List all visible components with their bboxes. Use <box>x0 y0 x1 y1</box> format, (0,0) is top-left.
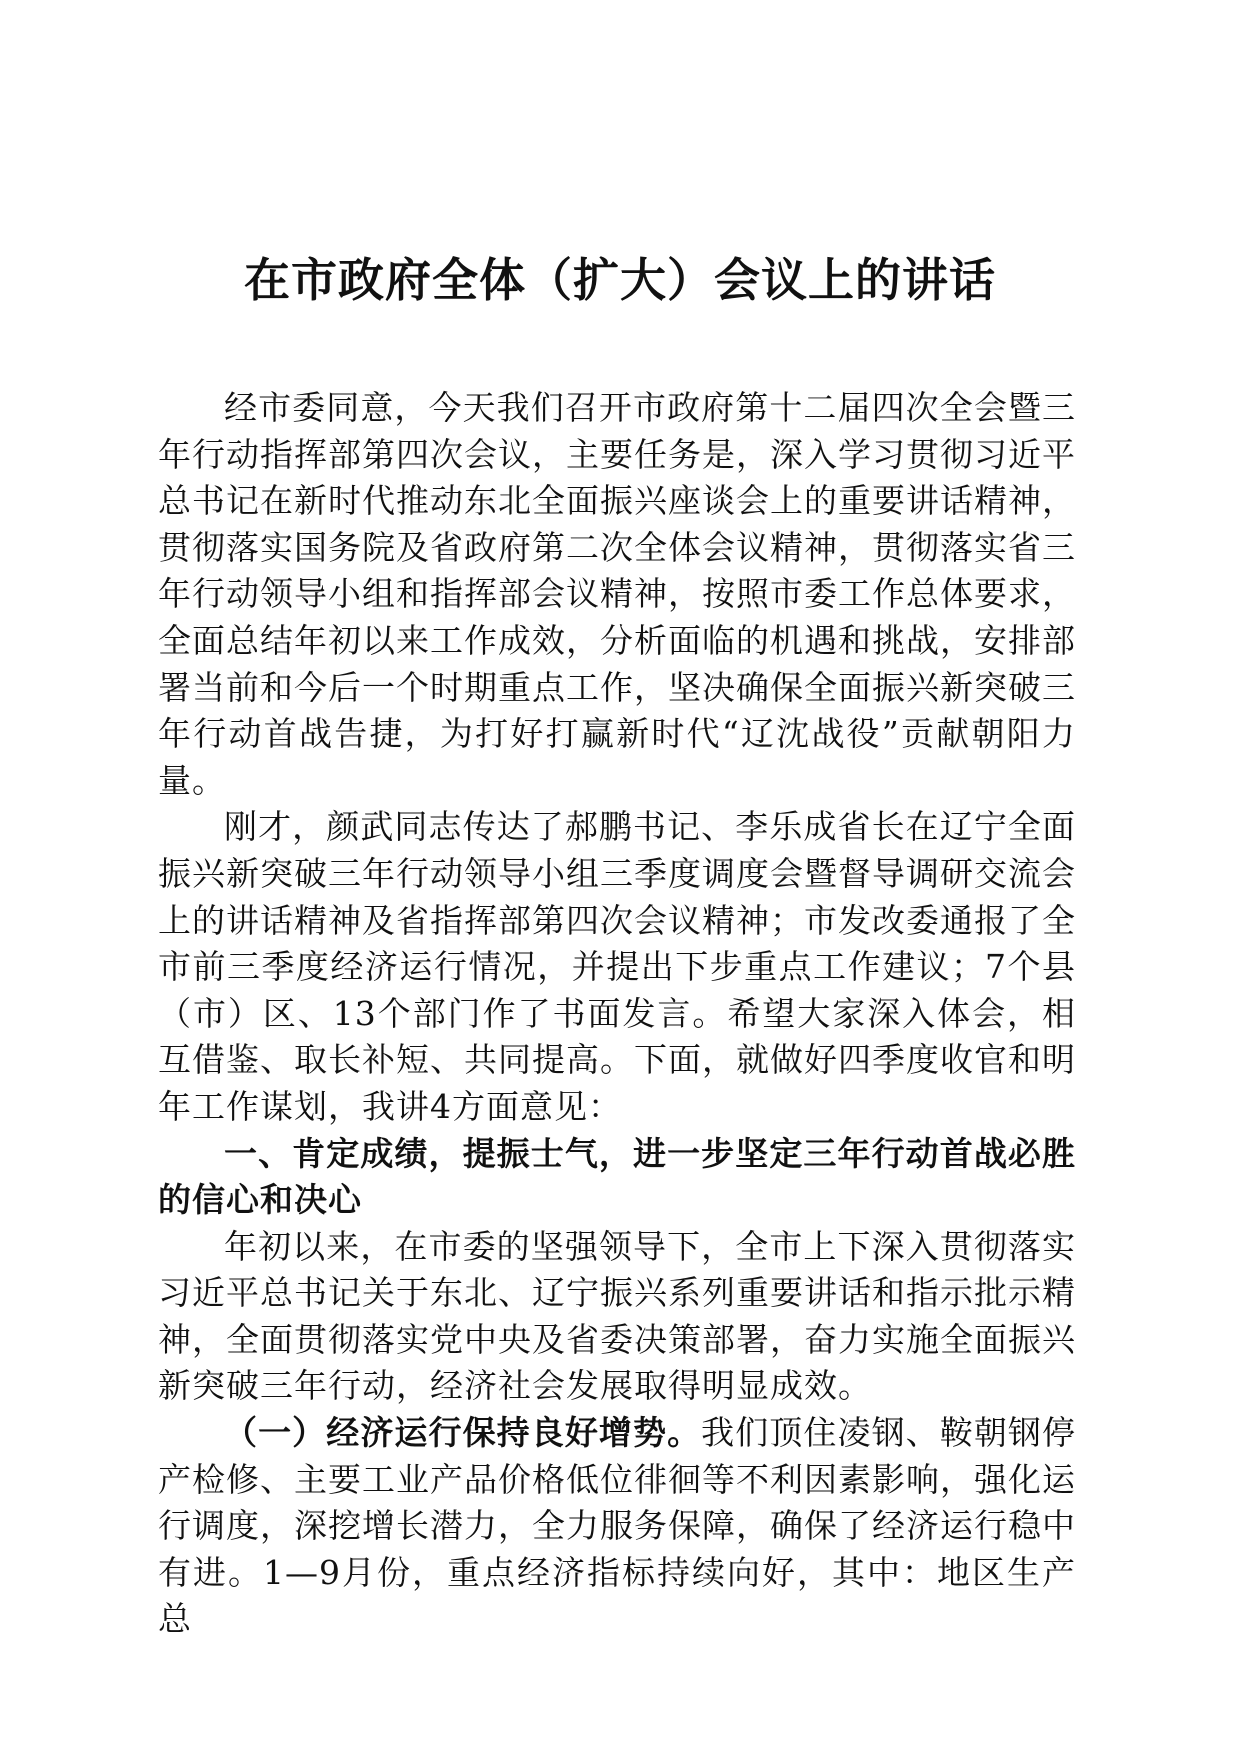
paragraph-intro: 经市委同意，今天我们召开市政府第十二届四次全会暨三年行动指挥部第四次会议，主要任务是，深入学习贯彻习近平总书记在新时代推动东北全面振兴座谈会上的重要讲话精神，贯彻落实国务院及省政府第二次全体会议精神，贯彻落实省三年行动领导小组和指挥部会议精神，按照市委工作总体要求，全面总结年初以来工作成效，分析面临的机遇和挑战，安排部署当前和今后一个时期重点工作，坚决确保全面振兴新突破三年行动首战告捷，为打好打赢新时代“辽沈战役”贡献朝阳力量。 <box>158 388 1076 800</box>
sub-heading-economy: （一）经济运行保持良好增势。 <box>224 1413 702 1453</box>
document-body <box>158 385 1076 1643</box>
paragraph-economy <box>158 1410 1076 1643</box>
section-heading-1: 一、肯定成绩，提振士气，进一步坚定三年行动首战必胜的信心和决心 <box>158 1133 1076 1220</box>
paragraph-economy-text: 我们顶住凌钢、鞍朝钢停产检修、主要工业产品价格低位徘徊等不利因素影响，强化运行调度，深挖增长潜力，全力服务保障，确保了经济运行稳中有进。1—9月份，重点经济指标持续向好，其中：地区生产总 <box>158 1413 1077 1639</box>
paragraph-reports: 刚才，颜武同志传达了郝鹏书记、李乐成省长在辽宁全面振兴新突破三年行动领导小组三季度调度会暨督导调研交流会上的讲话精神及省指挥部第四次会议精神；市发改委通报了全市前三季度经济运行情况，并提出下步重点工作建议；7个县（市）区、13个部门作了书面发言。希望大家深入体会，相互借鉴、取长补短、共同提高。下面，就做好四季度收官和明年工作谋划，我讲4方面意见： <box>158 807 1076 1126</box>
paragraph-achievements: 年初以来，在市委的坚强领导下，全市上下深入贯彻落实习近平总书记关于东北、辽宁振兴系列重要讲话和指示批示精神，全面贯彻落实党中央及省委决策部署，奋力实施全面振兴新突破三年行动，经济社会发展取得明显成效。 <box>158 1226 1076 1406</box>
document-title: 在市政府全体（扩大）会议上的讲话 <box>244 253 996 307</box>
